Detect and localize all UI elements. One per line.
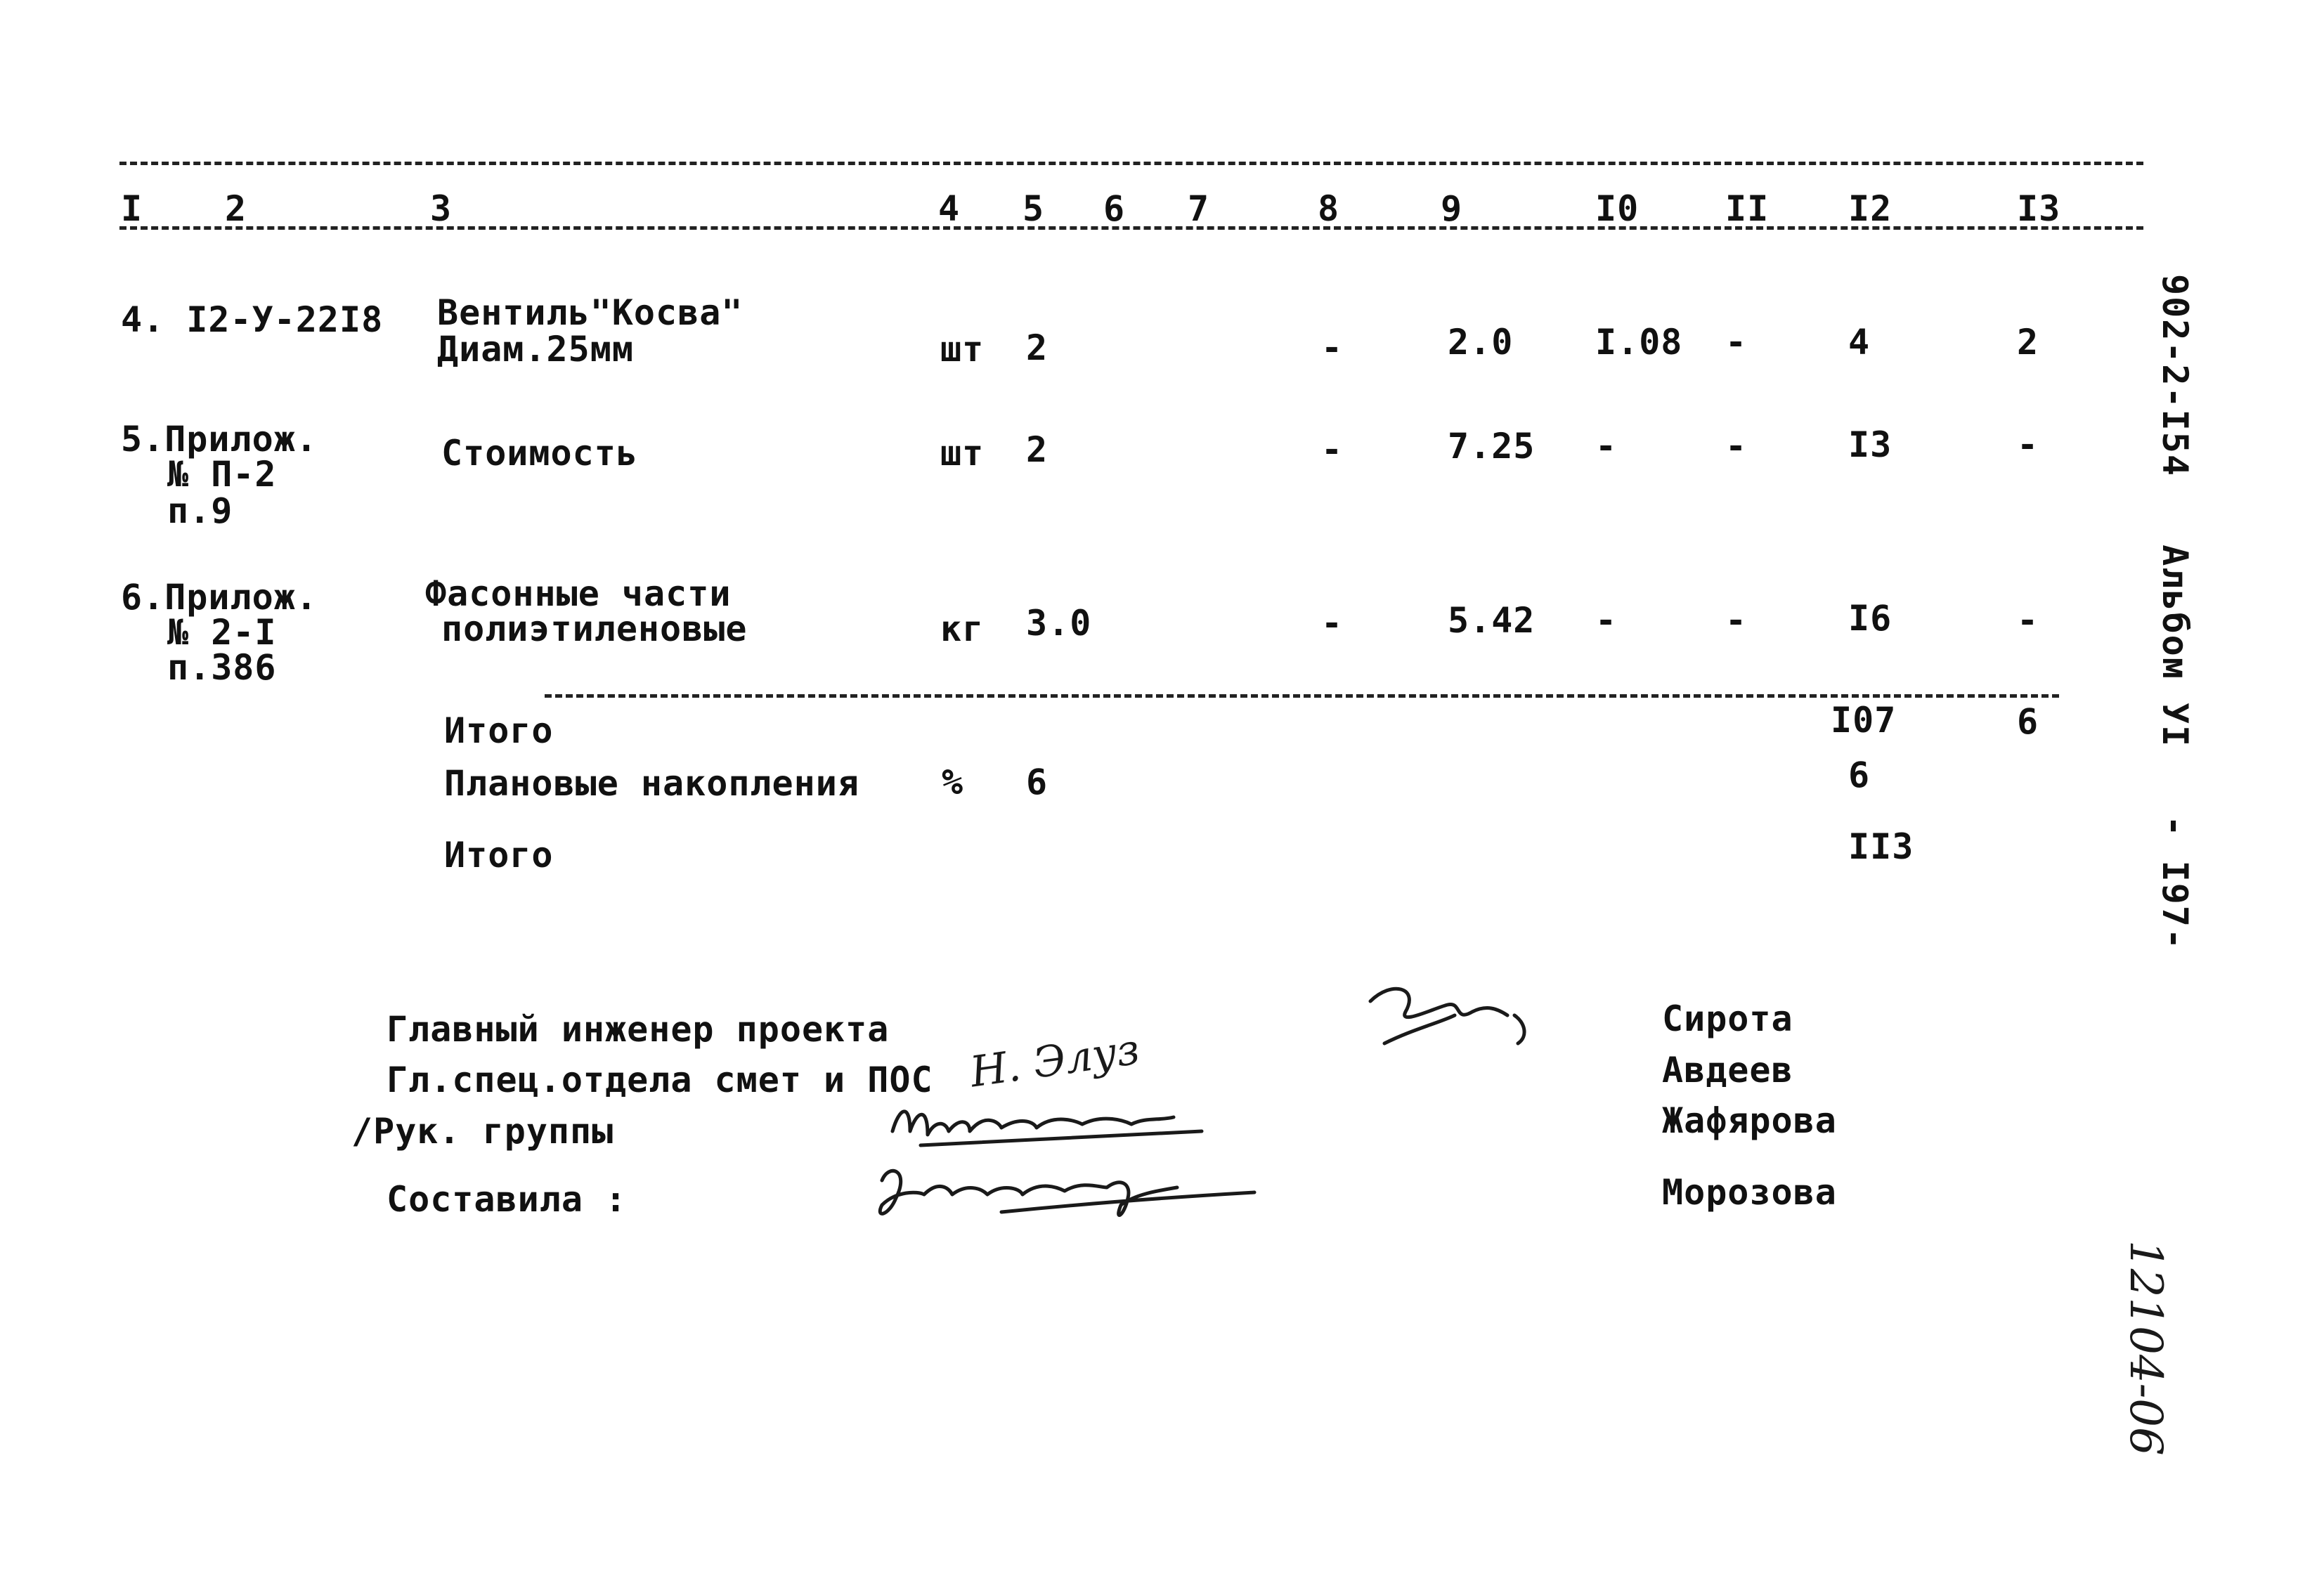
row-qty: 3.0 xyxy=(1026,603,1092,644)
row-col11: - xyxy=(1725,426,1748,467)
row-col8: - xyxy=(1321,429,1344,470)
row-col9: 2.0 xyxy=(1448,322,1514,363)
col-header-7: 7 xyxy=(1188,188,1210,229)
name-group-lead: Жафярова xyxy=(1662,1100,1837,1141)
col-header-5: 5 xyxy=(1023,188,1045,229)
row-unit: шт xyxy=(940,433,985,474)
row-col12: I6 xyxy=(1848,598,1893,639)
accumulation-unit: % xyxy=(942,762,964,802)
col-header-8: 8 xyxy=(1318,188,1340,229)
role-compiled-by: Составила : xyxy=(387,1179,628,1220)
totals-rule xyxy=(545,694,2059,698)
row-ref-line1: 6.Прилож. xyxy=(121,577,318,618)
row-col13: - xyxy=(2017,600,2039,641)
row-name-line2: полиэтиленовые xyxy=(441,608,748,649)
col-header-2: 2 xyxy=(225,188,247,229)
col-header-12: I2 xyxy=(1848,188,1893,229)
row-col9: 5.42 xyxy=(1448,600,1536,641)
row-col10: - xyxy=(1595,426,1618,467)
row-qty: 2 xyxy=(1026,327,1049,368)
col-header-11: II xyxy=(1725,188,1770,229)
row-ref-line3: п.9 xyxy=(167,490,233,531)
grand-total-col12: II3 xyxy=(1848,826,1914,867)
row-col13: - xyxy=(2017,424,2039,465)
row-name: Стоимость xyxy=(441,433,638,474)
row-qty: 2 xyxy=(1026,429,1049,470)
row-col11: - xyxy=(1725,322,1748,363)
role-group-lead: /Рук. группы xyxy=(351,1111,614,1152)
row-col8: - xyxy=(1321,603,1344,644)
header-top-rule xyxy=(119,162,2143,165)
role-chief-engineer: Главный инженер проекта xyxy=(387,1009,890,1050)
row-ref-line1: 5.Прилож. xyxy=(121,419,318,460)
inventory-number: 12104-06 xyxy=(2119,1240,2172,1456)
row-col10: - xyxy=(1595,600,1618,641)
row-ref-line2: № 2-I xyxy=(167,612,277,653)
row-unit: кг xyxy=(940,608,985,649)
accumulation-col12: 6 xyxy=(1848,755,1871,795)
row-name-line1: Фасонные части xyxy=(425,573,732,614)
role-dept-head: Гл.спец.отдела смет и ПОС xyxy=(387,1060,933,1100)
row-col8: - xyxy=(1321,327,1344,368)
signature-group-lead xyxy=(861,1156,1268,1233)
row-name-line2: Диам.25мм xyxy=(437,329,634,370)
row-col9: 7.25 xyxy=(1448,426,1536,467)
name-chief-engineer: Сирота xyxy=(1662,998,1793,1039)
name-compiled-by: Морозова xyxy=(1662,1172,1837,1213)
col-header-1: I xyxy=(121,188,143,229)
row-ref-line2: № П-2 xyxy=(167,454,277,495)
row-ref: 4. I2-У-22I8 xyxy=(121,299,384,340)
signature-chief-engineer xyxy=(1356,973,1539,1064)
row-col12: 4 xyxy=(1848,322,1871,363)
col-header-6: 6 xyxy=(1103,188,1126,229)
col-header-9: 9 xyxy=(1441,188,1463,229)
col-header-13: I3 xyxy=(2017,188,2061,229)
col-header-10: I0 xyxy=(1595,188,1640,229)
grand-total-label: Итого xyxy=(444,835,554,875)
row-name-line1: Вентиль"Косва" xyxy=(437,292,744,333)
total-col12: I07 xyxy=(1831,700,1897,741)
row-col13: 2 xyxy=(2017,322,2039,363)
name-dept-head: Авдеев xyxy=(1662,1050,1793,1090)
accumulation-qty: 6 xyxy=(1026,762,1049,802)
header-bottom-rule xyxy=(119,226,2143,230)
total-col13: 6 xyxy=(2017,701,2039,742)
accumulation-label: Плановые накопления xyxy=(444,763,859,804)
signature-dept-head xyxy=(878,1093,1230,1156)
row-col12: I3 xyxy=(1848,424,1893,465)
handwritten-initials: Н. Элуз xyxy=(967,1024,1143,1098)
row-unit: шт xyxy=(940,329,985,370)
col-header-4: 4 xyxy=(938,188,961,229)
row-col10: I.08 xyxy=(1595,322,1683,363)
col-header-3: 3 xyxy=(430,188,453,229)
total-label: Итого xyxy=(444,710,554,751)
row-col11: - xyxy=(1725,600,1748,641)
row-ref-line3: п.386 xyxy=(167,647,277,688)
album-stamp: 902-2-I54 Альбом УI - I97- xyxy=(2155,274,2195,951)
